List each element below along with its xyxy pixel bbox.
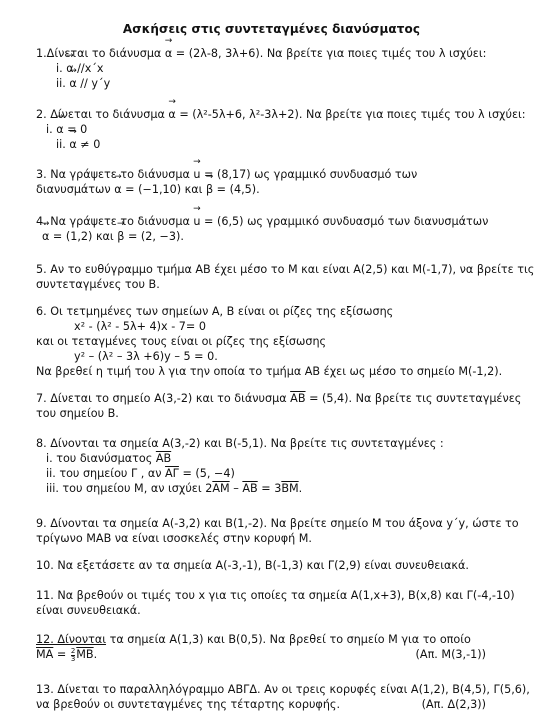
exercise-13: 13. Δίνεται το παραλληλόγραμμο ΑΒΓΔ. Αν οι τρεις κορυφές είναι Α(1,2), Β(4,5), Γ(5,6), να βρεθούν οι συντεταγμένες της τέταρτης κορυφής. (Απ. Δ(2,3)) <box>36 683 530 711</box>
exercise-1-item-ii: ii. → α // y΄y <box>36 76 516 91</box>
equation-1: x² - (λ² - 5λ+ 4)x - 7= 0 <box>74 320 206 333</box>
exercise-7: 7. Δίνεται το σημείο Α(3,-2) και το διάνυσμα $\overline{AB} = (5,4)$. Να βρείτε τις συντεταγμένες του σημείου Β. <box>36 392 522 420</box>
equation-2: y² – (λ² – 3λ +6)y – 5 = 0. <box>74 350 218 363</box>
exercise-8-item-i: i. του διανύσματος $\overline{AB}$ <box>46 452 172 465</box>
exercise-11: 11. Να βρεθούν οι τιμές του x για τις οποίες τα σημεία Α(1,x+3), Β(x,8) και Γ(-4,-10) είναι συνευθειακά. <box>36 589 515 617</box>
exercise-6: 6. Οι τετμημένες των σημείων Α, Β είναι οι ρίζες της εξίσωσης x² - (λ² - 5λ+ 4)x - 7= 0 και οι τεταγμένες τους είναι οι ρίζες της εξίσωσης y² – (λ² – 3λ +6)y – 5 = 0. Να βρεθεί η τιμή του λ για την οποία το τμήμα ΑΒ έχει ως μέσο το σημείο Μ(-1,2). <box>36 304 516 379</box>
exercise-10: 10. Να εξετάσετε αν τα σημεία Α(-3,-1), Β(-1,3) και Γ(2,9) είναι συνευθειακά. <box>36 559 469 572</box>
exercise-2-item-ii: ii. → α ≠ 0 <box>36 137 516 152</box>
fraction-two-thirds: $\frac{2}{3}$ <box>70 646 76 663</box>
page-title: Ασκήσεις στις συντεταγμένες διανύσματος <box>122 22 421 36</box>
exercise-9: 9. Δίνονται τα σημεία Α(-3,2) και Β(1,-2). Να βρείτε σημείο Μ του άξονα y΄y, ώστε το τρίγωνο ΜΑΒ να είναι ισοσκελές στην κορυφή Μ. <box>36 517 519 545</box>
exercise-4: 4. Να γράψετε το διάνυσμα → u = (6,5) ως γραμμικό συνδυασμό των διανυσμάτων → α = (1,2) και → β = (2, −3). <box>36 214 516 244</box>
exercise-2-item-i: i. → α = 0 <box>36 122 516 137</box>
exercise-8-item-iii: iii. του σημείου Μ, αν ισχύει $2\overline{AM} - \overline{AB} = 3\overline{BM}$. <box>46 482 303 495</box>
exercise-5: 5. Αν το ευθύγραμμο τμήμα ΑΒ έχει μέσο το Μ και είναι Α(2,5) και Μ(-1,7), να βρείτε τις συντεταγμένες του Β. <box>36 263 535 291</box>
exercise-12: 12. Δίνονται τα σημεία Α(1,3) και Β(0,5). Να βρεθεί το σημείο Μ για το οποίο $\overline{MA}$ = $\frac{2}{3}$ $\overline{MB}$. (Απ. Μ(3,-1)) <box>36 633 486 663</box>
exercise-8-item-ii: ii. του σημείου Γ , αν $\overline{A\Gamma} = (5$, −4) <box>46 467 235 480</box>
exercise-1: 1.Δίνεται το διάνυσμα → α = (2λ-8, 3λ+6). Να βρείτε για ποιες τιμές του λ ισχύει: i. → α //x΄x ii. → α // y΄y <box>36 46 516 91</box>
vector-alpha: → α <box>165 46 172 61</box>
answer-12: (Απ. Μ(3,-1)) <box>415 648 486 661</box>
exercise-2: 2. Δίνεται το διάνυσμα → α = (λ²-5λ+6, λ²-3λ+2). Να βρείτε για ποιες τιμές του λ ισχύει: i. → α = 0 ii. → α ≠ 0 <box>36 107 516 152</box>
answer-13: (Απ. Δ(2,3)) <box>421 698 486 711</box>
exercise-3: 3. Να γράψετε το διάνυσμα → u = (8,17) ως γραμμικό συνδυασμό των διανυσμάτων → α = (−1,10) και → β = (4,5). <box>36 167 516 197</box>
exercise-8: 8. Δίνονται τα σημεία Α(3,-2) και Β(-5,1). Να βρείτε τις συντεταγμένες : i. του διανύσματος $\overline{AB}$ ii. του σημείου Γ , αν $\overline{A\Gamma} = (5$, −4) iii. του σημείου Μ, αν ισχύει $2\overline{AM} - \overline{AB} = 3\overline{BM}$. <box>36 436 516 496</box>
exercise-1-item-i: i. → α //x΄x <box>36 61 516 76</box>
